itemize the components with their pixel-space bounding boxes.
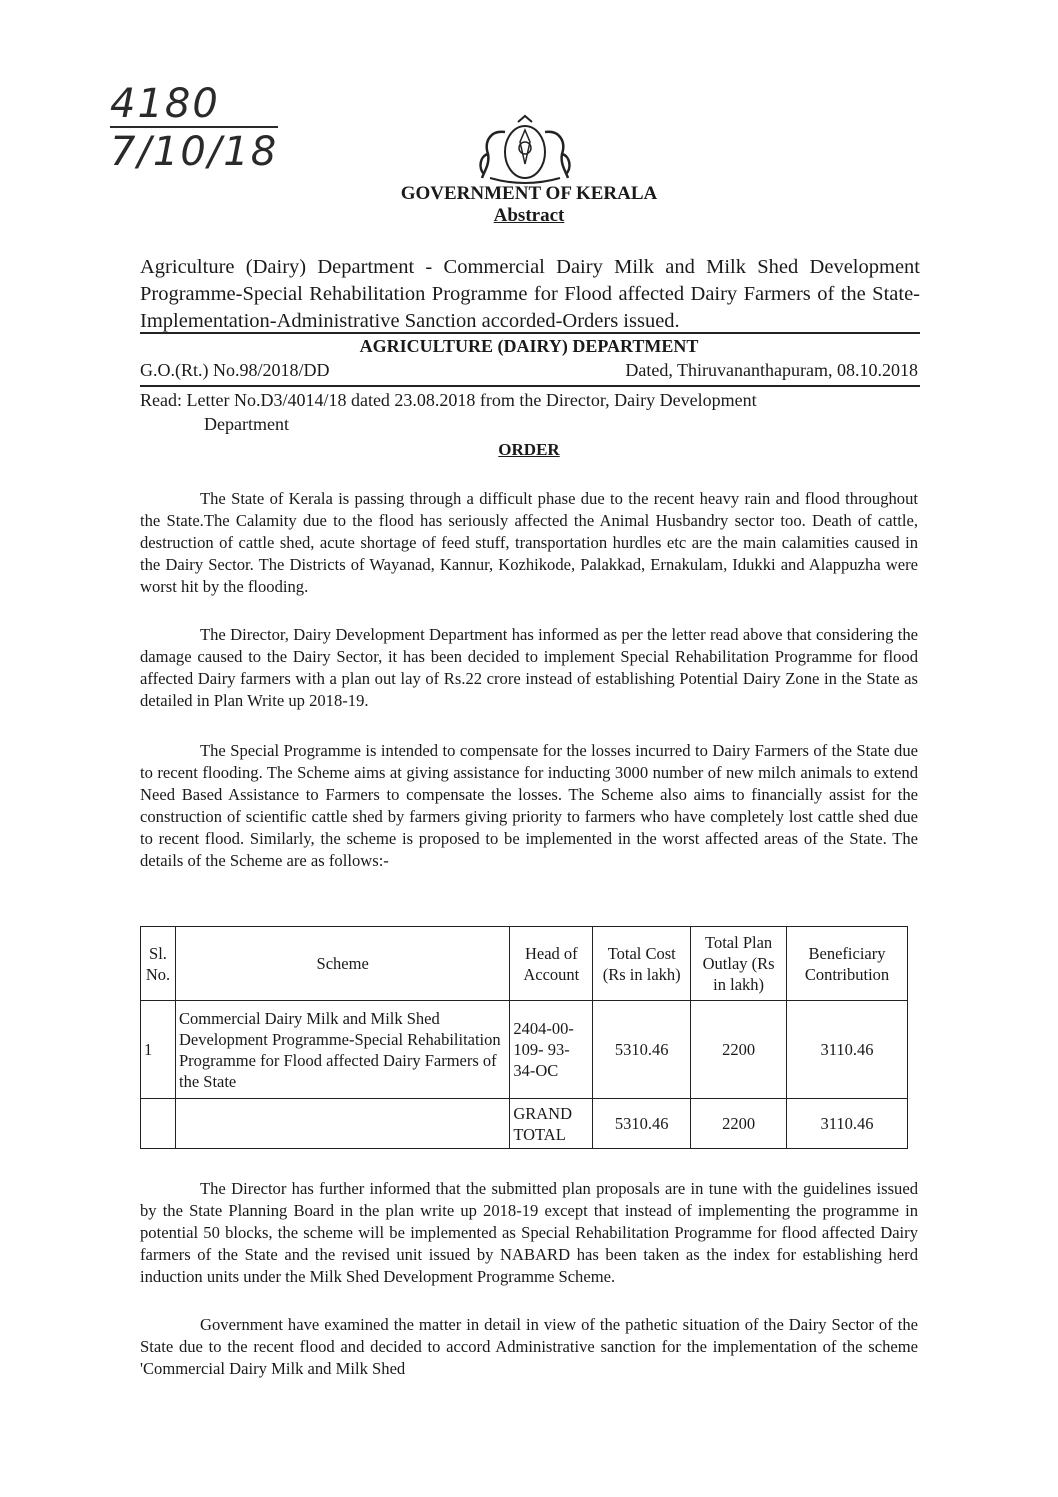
reference-line-continued: Department [204,414,289,434]
table-header-row [141,927,908,1001]
scheme-table [140,926,908,1149]
column-header: Sl. No. [141,927,176,1001]
table-cell: 2200 [691,1001,787,1099]
go-number: G.O.(Rt.) No.98/2018/DD [140,360,330,380]
table-total-row [141,1099,908,1149]
handwritten-inward-number [110,82,278,174]
table-cell: 1 [141,1001,176,1099]
table-cell: Commercial Dairy Milk and Milk Shed Development Programme-Special Rehabilitation Programme for Flood affected Dairy Farmers of the State [175,1001,509,1099]
handwritten-date: 7/10/18 [110,126,278,174]
column-header: Head of Account [510,927,593,1001]
government-title: GOVERNMENT OF KERALA [400,183,658,204]
divider [140,332,920,334]
table-cell: 3110.46 [787,1099,908,1149]
order-subject: Agriculture (Dairy) Department - Commercial Dairy Milk and Milk Shed Development Programme-Special Rehabilitation Programme for Flood affected Dairy Farmers of the State-Implementation-Administrative Sanction accorded-Orders issued. [140,256,920,332]
abstract-heading: Abstract [493,205,565,226]
reference-line: Read: Letter No.D3/4014/18 dated 23.08.2018 from the Director, Dairy Development [140,390,757,410]
kerala-emblem-icon [470,112,580,186]
table-cell: 2200 [691,1099,787,1149]
table-cell: 5310.46 [593,1099,691,1149]
paragraph-1: The State of Kerala is passing through a difficult phase due to the recent heavy rain and flood throughout the State.The Calamity due to the flood has seriously affected the Animal Husbandry sector too. Death of cattle, destruction of cattle shed, acute shortage of feed stuff, transportation hurdles etc are the main calamities caused in the Dairy Sector. The Districts of Wayanad, Kannur, Kozhikode, Palakkad, Ernakulam, Idukki and Alappuzha were worst hit by the flooding. [140,489,918,596]
order-heading: ORDER [498,440,560,459]
table-cell [141,1099,176,1149]
handwritten-number: 4180 [110,81,220,127]
column-header: Total Cost (Rs in lakh) [593,927,691,1001]
reference-read [140,388,920,436]
column-header: Total Plan Outlay (Rs in lakh) [691,927,787,1001]
order-date: Dated, Thiruvananthapuram, 08.10.2018 [625,360,918,380]
column-header: Beneficiary Contribution [787,927,908,1001]
table-cell: 2404-00-109- 93-34-OC [510,1001,593,1099]
paragraph-5: Government have examined the matter in detail in view of the pathetic situation of the Dairy Sector of the State due to the recent flood and decided to accord Administrative sanction for the implementation of the scheme 'Commercial Dairy Milk and Milk Shed [140,1315,918,1378]
table-cell: 3110.46 [787,1001,908,1099]
paragraph-3: The Special Programme is intended to compensate for the losses incurred to Dairy Farmers of the State due to recent flooding. The Scheme aims at giving assistance for inducting 3000 number of new milch animals to extend Need Based Assistance to Farmers to compensate the losses. The Scheme also aims to financially assist for the construction of scientific cattle shed by farmers giving priority to farmers who have completely lost cattle shed due to recent flood. Similarly, the scheme is proposed to be implemented in the worst affected areas of the State. The details of the Scheme are as follows:- [140,741,918,870]
paragraph-2: The Director, Dairy Development Department has informed as per the letter read above that considering the damage caused to the Dairy Sector, it has been decided to implement Special Rehabilitation Programme for flood affected Dairy farmers with a plan out lay of Rs.22 crore instead of establishing Potential Dairy Zone in the State as detailed in Plan Write up 2018-19. [140,625,918,710]
table-cell: 5310.46 [593,1001,691,1099]
table-cell [175,1099,509,1149]
column-header: Scheme [175,927,509,1001]
table-row [141,1001,908,1099]
paragraph-4: The Director has further informed that the submitted plan proposals are in tune with the guidelines issued by the State Planning Board in the plan write up 2018-19 except that instead of implementing the programme in potential 50 blocks, the scheme will be implemented as Special Rehabilitation Programme for flood affected Dairy farmers of the State and the revised unit issued by NABARD has been taken as the index for establishing herd induction units under the Milk Shed Development Programme Scheme. [140,1179,918,1286]
table-cell: GRAND TOTAL [510,1099,593,1149]
department-heading: AGRICULTURE (DAIRY) DEPARTMENT [359,336,699,356]
divider [140,385,920,387]
